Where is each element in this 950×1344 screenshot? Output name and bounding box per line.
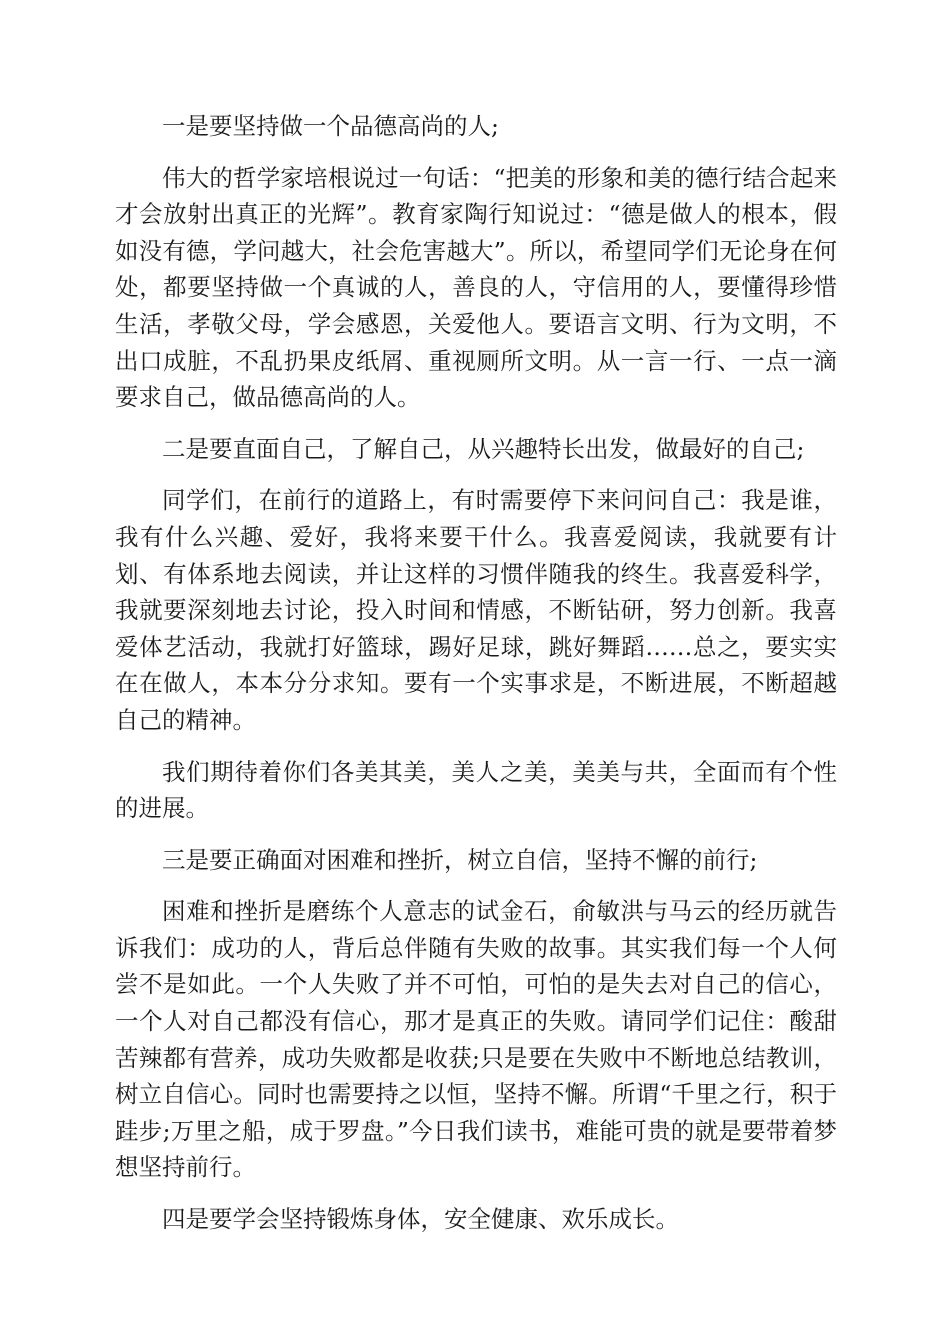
paragraph-difficulties: 困难和挫折是磨练个人意志的试金石，俞敏洪与马云的经历就告诉我们：成功的人，背后总伴随有失败的故事。其实我们每一个人何尝不是如此。一个人失败了并不可怕，可怕的是失去对自己的信心，一个人对自己都没有信心，那才是真正的失败。请同学们记住：酸甜苦辣都有营养，成功失败都是收获;只是要在失败中不断地总结教训，树立自信心。同时也需要持之以恒，坚持不懈。所谓“千里之行，积于跬步;万里之船，成于罗盘。”今日我们读书，难能可贵的就是要带着梦想坚持前行。 [115, 897, 837, 1182]
paragraph-interests: 同学们，在前行的道路上，有时需要停下来问问自己：我是谁，我有什么兴趣、爱好，我将来要干什么。我喜爱阅读，我就要有计划、有体系地去阅读，并让这样的习惯伴随我的终生。我喜爱科学，我就要深刻地去讨论，投入时间和情感，不断钻研，努力创新。我喜爱体艺活动，我就打好篮球，踢好足球，跳好舞蹈……总之，要实实在在做人，本本分分求知。要有一个实事求是，不断进展，不断超越自己的精神。 [115, 486, 837, 734]
paragraph-point-three-heading: 三是要正确面对困难和挫折，树立自信，坚持不懈的前行; [162, 845, 758, 874]
paragraph-point-two-heading: 二是要直面自己，了解自己，从兴趣特长出发，做最好的自己; [162, 434, 805, 463]
paragraph-moral-character: 伟大的哲学家培根说过一句话：“把美的形象和美的德行结合起来才会放射出真正的光辉”。教育家陶行知说过：“德是做人的根本，假如没有德，学问越大，社会危害越大”。所以，希望同学们无论身在何处，都要坚持做一个真诚的人，善良的人，守信用的人，要懂得珍惜生活，孝敬父母，学会感恩，关爱他人。要语言文明、行为文明，不出口成脏，不乱扔果皮纸屑、重视厕所文明。从一言一行、一点一滴要求自己，做品德高尚的人。 [115, 163, 837, 412]
paragraph-expectation: 我们期待着你们各美其美，美人之美，美美与共，全面而有个性的进展。 [115, 757, 837, 823]
paragraph-point-four-heading: 四是要学会坚持锻炼身体，安全健康、欢乐成长。 [162, 1205, 679, 1234]
document-page [115, 108, 837, 1253]
paragraph-point-one-heading: 一是要坚持做一个品德高尚的人; [162, 112, 499, 140]
